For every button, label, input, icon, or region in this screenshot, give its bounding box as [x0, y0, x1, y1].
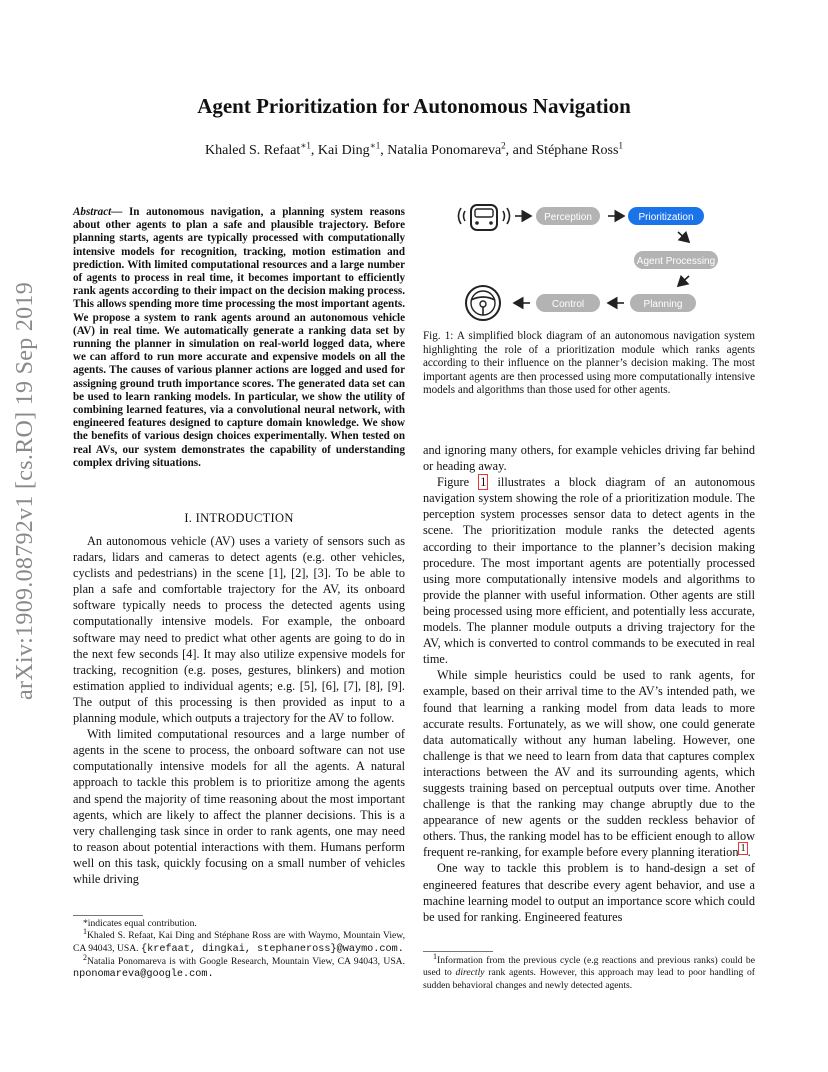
footnote-right [423, 951, 755, 992]
footnote-reference-link[interactable]: 1 [740, 843, 746, 855]
node-label: Prioritization [638, 212, 694, 223]
footnotes-left [73, 918, 405, 981]
author-name: Kai Ding [317, 143, 370, 158]
paragraph: and ignoring many others, for example vehicles driving far behind or heading away. [423, 443, 755, 474]
author-name: Khaled S. Refaat [205, 143, 301, 158]
email-text: nponomareva@google.com. [73, 969, 214, 981]
node-label: Perception [544, 212, 592, 223]
footnote-text: $^1$Information from the previous cycle (e.g reactions and previous ranks) could be used to directly rank agents. However, this approach may lead to poor handling of sudden behavioral changes and newly detected agents. [423, 951, 755, 991]
author-name: Natalia Ponomareva [387, 143, 502, 158]
footnote-divider [73, 915, 143, 916]
footnote-affiliation-1: $^1$Khaled S. Refaat, Kai Ding and Stéphane Ross are with Waymo, Mountain View, CA 94043, USA. {krefaat, dingkai, stephaneross}@waymo.com. [73, 927, 405, 955]
author-affiliation: ∗1 [369, 140, 381, 151]
paragraph: Figure 1 illustrates a block diagram of an autonomous navigation system showing the role of a prioritization module. The perception system processes sensor data to detect agents in the scene. The prioritization module ranks the detected agents according to their importance to the planner’s decision making procedure. The most important agents are potentially processed using more computationally intensive models and algorithms to provide the planner with useful information. Other agents are still being processed using more efficient, and potentially less accurate, models. The planner module outputs a driving trajectory for the AV, which is converted to control commands to be executed in real time. [423, 475, 755, 667]
node-label: Planning [643, 299, 683, 310]
intro-right-column [423, 442, 755, 925]
abstract-label: Abstract [73, 206, 112, 218]
node-label: Agent Processing [636, 256, 716, 267]
footnote-equal-contribution: *indicates equal contribution. [83, 918, 197, 929]
abstract-text: In autonomous navigation, a planning system reasons about other agents to plan a safe and plausible trajectory. Before planning starts, agents are typically processed with computationally intensive models for recognition, tracking, motion estimation and prediction. With limited computational resources and a large number of agents to process in real time, it becomes important to efficiently rank agents according to their impact on the decision making process. This allows spending more time processing the most important agents. We propose a system to rank agents around an autonomous vehicle (AV) in real time. We automatically generate a ranking data set by running the planner in simulation on real-world logged data, where we can afford to run more accurate and expensive models on all the agents. The causes of various planner actions are logged and used for assigning ground truth importance scores. The generated data set can be used to learn ranking models. In particular, we show the utility of combining learned features, via a convolutional neural network, with engineered features designed to capture domain knowledge. We show the benefits of various design choices experimentally. When tested on real AVs, our system demonstrates the capability of understanding complex driving situations. [73, 206, 405, 469]
node-label: Control [551, 299, 585, 310]
paragraph: An autonomous vehicle (AV) uses a variety of sensors such as radars, lidars and cameras to detect agents (e.g. other vehicles, cyclists and pedestrians) in the scene [1], [2], [3]. To be able to plan a safe and comfortable trajectory for the AV, its onboard software typically needs to process the detected agents using computationally intensive models. For example, the onboard software may need to predict what other agents are going to do in the next few seconds [4]. It may also utilize expensive models for tracking, recognition (e.g. poses, gestures, blinkers) and motion estimation applied to individual agents; e.g. [5], [6], [7], [8], [9]. The output of this processing is then provided as input to a planning module, which outputs a trajectory for the AV to follow. [73, 534, 405, 726]
arxiv-identifier-stamp: arXiv:1909.08792v1 [cs.RO] 19 Sep 2019 [12, 281, 38, 700]
intro-left-column [73, 533, 405, 887]
paragraph: While simple heuristics could be used to rank agents, for example, based on their arrival time to the AV’s intended path, we found that learning a ranking model from data leads to more accurate results. Fortunately, as we will show, one could generate data automatically without any human labeling. However, one challenge is that we need to learn from data that captures complex interactions between the AV and its surrounding agents, which suggests training based on perceptual outputs over time. Another challenge is that the ranking may change abruptly due to the appearance of new agents or the sudden reckless behavior of others. Thus, the ranking model has to be efficient enough to allow frequent re-ranking, for example before every planning iteration $^1$ . [423, 668, 755, 860]
author-name: Stéphane Ross [536, 143, 619, 158]
arrow [678, 232, 689, 242]
footnote-affiliation-2: $^2$Natalia Ponomareva is with Google Research, Mountain View, CA 94043, USA. nponomareva@google.com. [73, 952, 405, 981]
paragraph: With limited computational resources and a large number of agents in the scene to process, the onboard software can not use computationally intensive models for all the agents. A natural approach to tackle this problem is to prioritize among the agents and spend the majority of time reasoning about the most important agents, which are likely to affect the planner decisions. This is a very challenging task since in order to rank agents, one may need to reason about potential interactions with them. Humans perform well on this task, quickly focusing on a small number of vehicles while driving [73, 727, 405, 886]
author-list: Khaled S. Refaat$^{∗1}$, Kai Ding$^{∗1}$, Natalia Ponomareva$^2$, and Stéphane Ross$^1$ [205, 140, 623, 158]
steering-wheel-icon [466, 286, 500, 320]
author-affiliation: 2 [501, 140, 506, 151]
author-affiliation: 1 [618, 140, 623, 151]
author-affiliation: ∗1 [300, 140, 311, 151]
abstract: Abstract— In autonomous navigation, a planning system reasons about other agents to plan a safe and plausible trajectory. Before planning starts, agents are typically processed with computationally intensive models for recognition, tracking, motion estimation and prediction. With limited computational resources and a large number of agents to process in real time, it becomes important to efficiently rank agents according to their impact on the decision making process. This allows spending more time processing the most important agents. We propose a system to rank agents around an autonomous vehicle (AV) in real time. We automatically generate a ranking data set by running the planner in simulation on real-world logged data, where we can afford to run more accurate and expensive models on all the agents. The causes of various planner actions are logged and used for assigning ground truth importance scores. The generated data set can be used to learn ranking models. In particular, we show the utility of combining learned features, via a convolutional neural network, with engineered features designed to capture domain knowledge. We show the benefits of various design choices experimentally. When tested on real AVs, our system demonstrates the capability of understanding complex driving situations. [73, 206, 405, 469]
arrow [678, 276, 689, 286]
figure-reference-link[interactable]: 1 [480, 475, 487, 490]
block-diagram-figure [452, 192, 742, 326]
paper-title: Agent Prioritization for Autonomous Navigation [197, 94, 631, 118]
car-sensor-icon [459, 205, 510, 230]
figure-caption: Fig. 1: A simplified block diagram of an autonomous navigation system highlighting the role of a prioritization module which ranks agents according to their influence on the planner’s decision making. The most important agents are then processed using more computationally intensive models and algorithms than those used for other agents. [423, 330, 755, 397]
paragraph: One way to tackle this problem is to hand-design a set of engineered features that describe every agent behavior, and use a machine learning model to output an importance score which could be used for ranking. Engineered features [423, 861, 755, 924]
email-text: {krefaat, dingkai, stephaneross}@waymo.com. [140, 943, 404, 955]
section-heading: I. INTRODUCTION [184, 511, 294, 525]
